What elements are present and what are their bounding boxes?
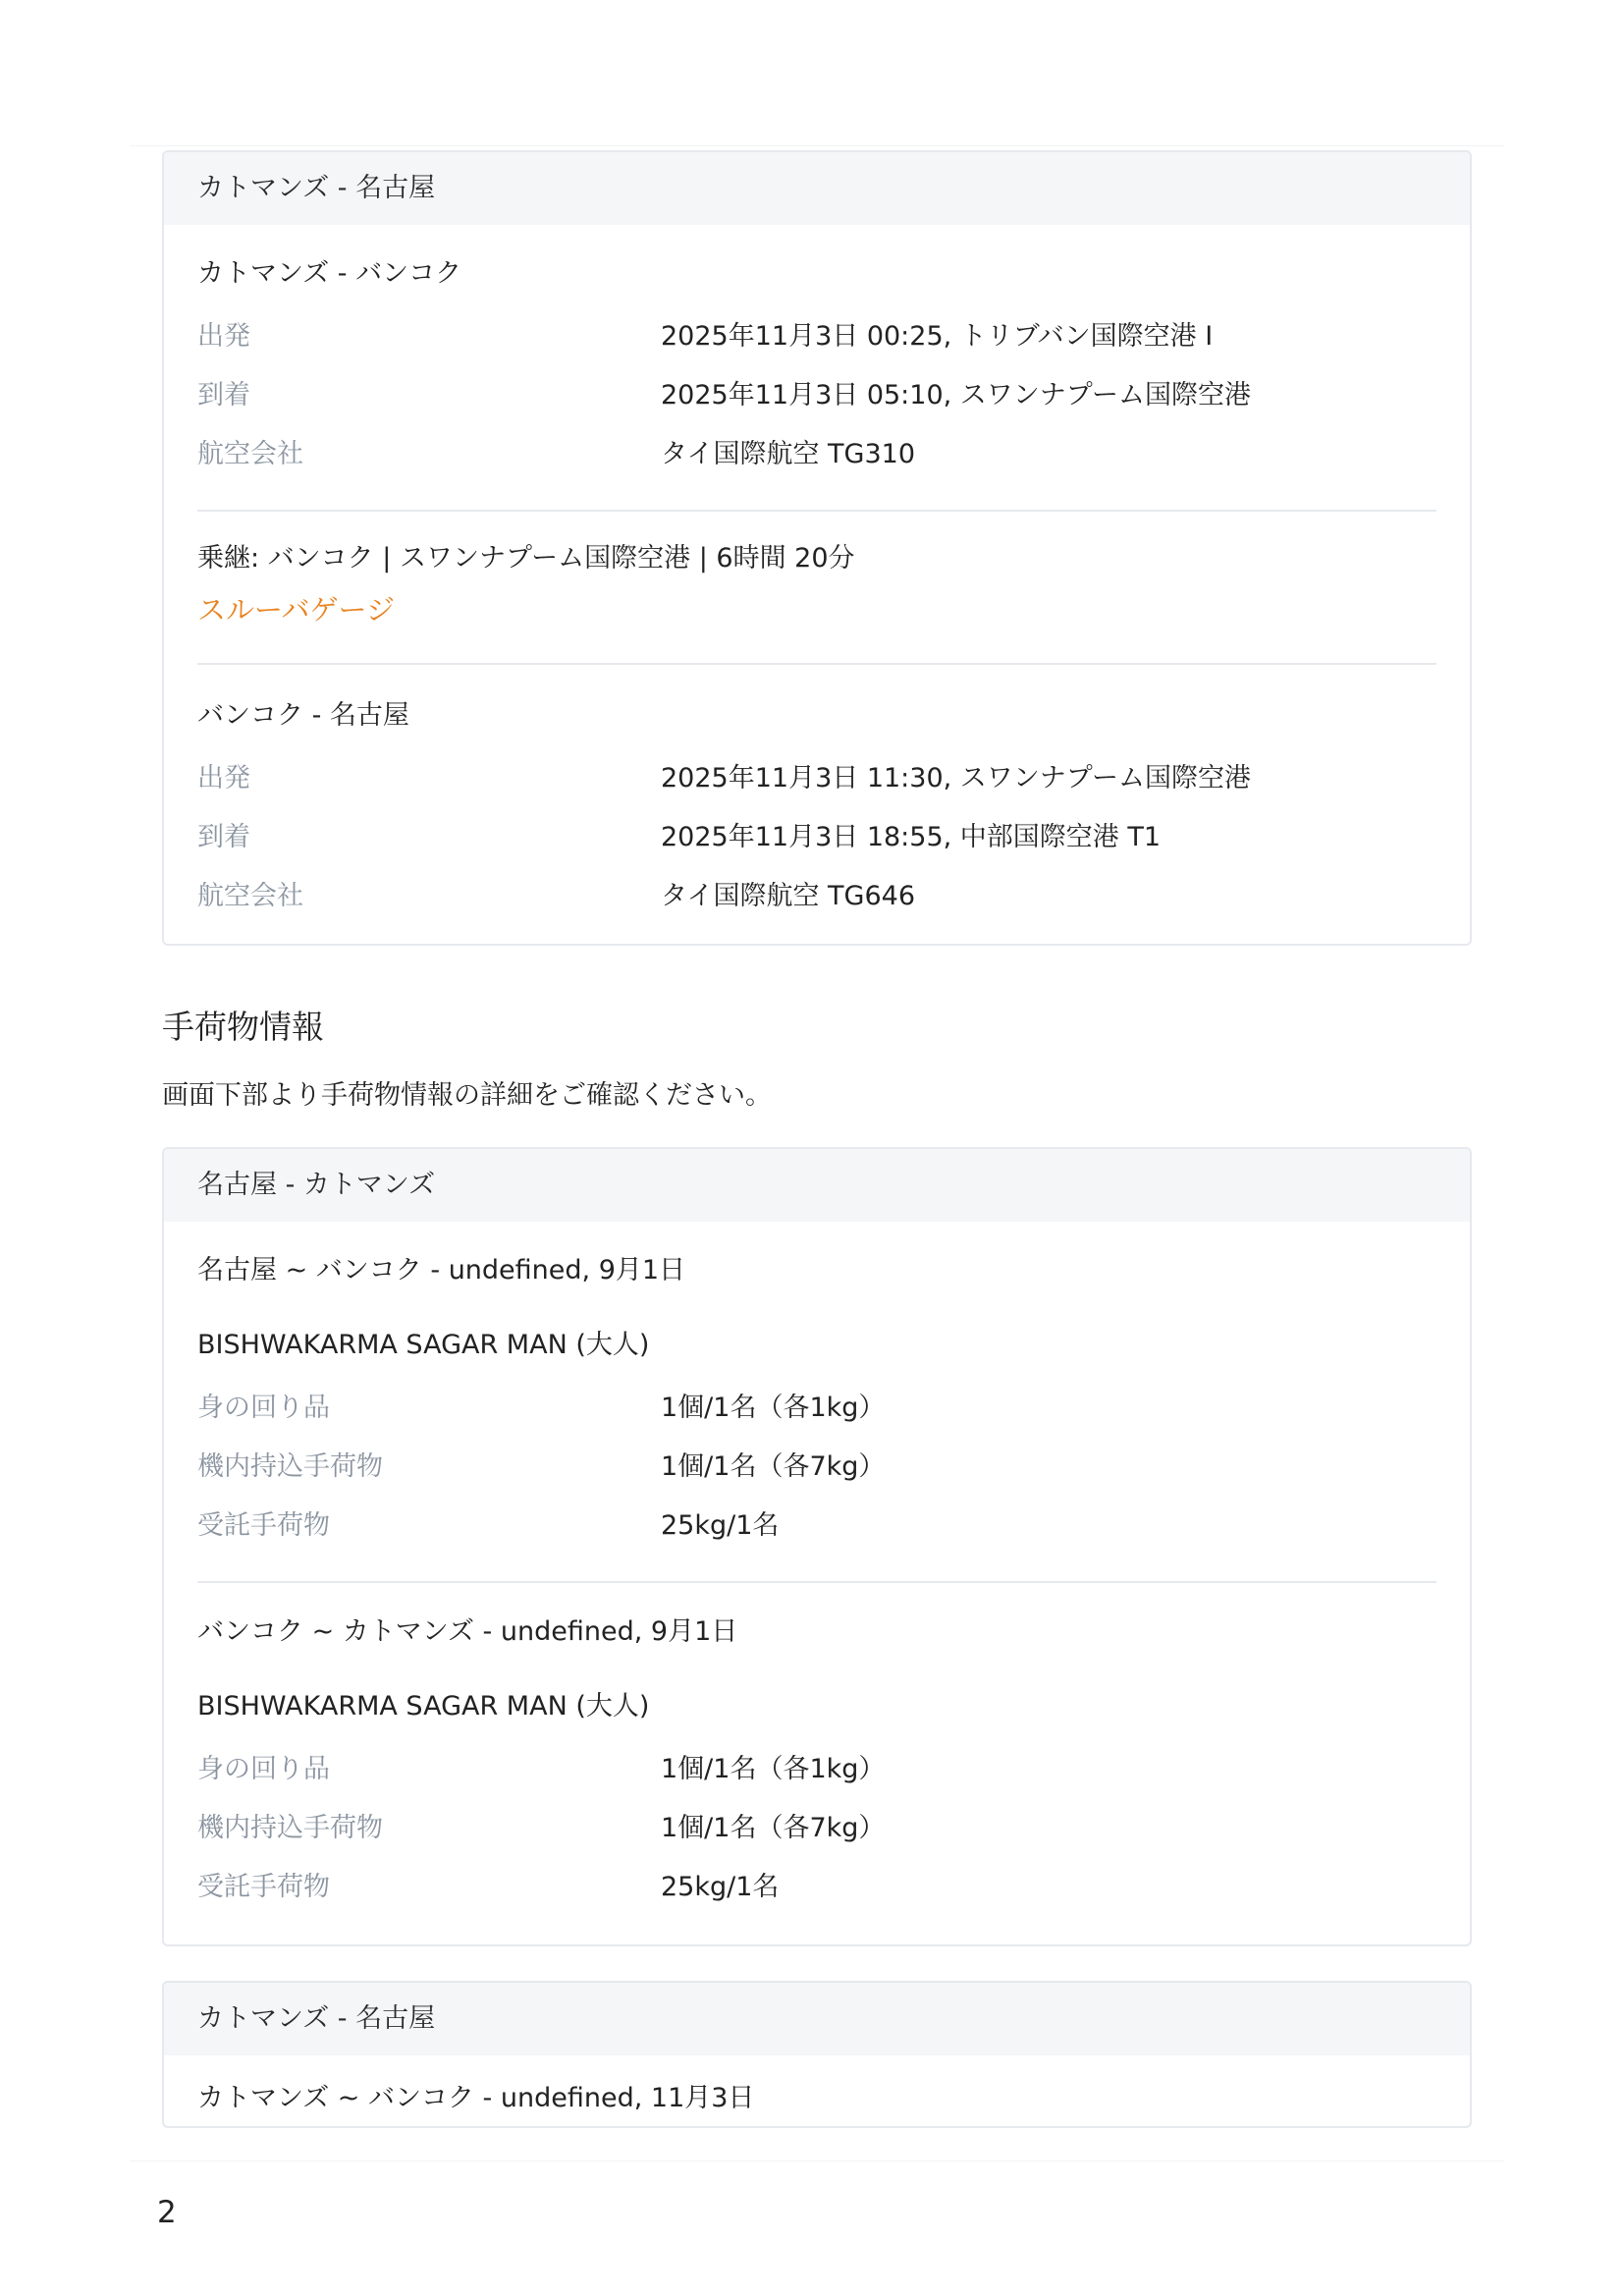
departure-label: 出発 — [197, 762, 250, 793]
flight-card-header: カトマンズ - 名古屋 — [164, 152, 1470, 225]
personal-item-row — [197, 1736, 1436, 1795]
airline-row — [197, 421, 1436, 480]
page-top-rule — [130, 145, 1504, 146]
checked-baggage-label: 受託手荷物 — [197, 1509, 330, 1541]
checked-baggage-label: 受託手荷物 — [197, 1871, 330, 1902]
departure-value: 2025年11月3日 11:30, スワンナプーム国際空港 — [661, 762, 1251, 793]
checked-baggage-row — [197, 1493, 1436, 1552]
arrival-value: 2025年11月3日 05:10, スワンナプーム国際空港 — [661, 379, 1251, 410]
transfer-info: 乗継: バンコク | スワンナプーム国際空港 | 6時間 20分 — [197, 543, 855, 574]
personal-item-value: 1個/1名（各1kg） — [661, 1392, 886, 1423]
carry-on-label: 機内持込手荷物 — [197, 1812, 383, 1843]
airline-value: タイ国際航空 TG646 — [661, 880, 915, 911]
baggage-segment-title: 名古屋 ~ バンコク - undefined, 9月1日 — [197, 1255, 686, 1285]
airline-row — [197, 863, 1436, 922]
arrival-label: 到着 — [197, 379, 250, 410]
baggage-card — [162, 1147, 1472, 1946]
carry-on-value: 1個/1名（各7kg） — [661, 1450, 886, 1482]
baggage-card — [162, 1981, 1472, 2128]
departure-row — [197, 303, 1436, 362]
carry-on-row — [197, 1795, 1436, 1854]
checked-baggage-row — [197, 1854, 1436, 1913]
checked-baggage-value: 25kg/1名 — [661, 1509, 780, 1541]
page-number: 2 — [157, 2195, 177, 2230]
arrival-value: 2025年11月3日 18:55, 中部国際空港 T1 — [661, 821, 1162, 852]
page-bottom-rule — [130, 2160, 1504, 2161]
carry-on-row — [197, 1434, 1436, 1493]
personal-item-label: 身の回り品 — [197, 1392, 330, 1423]
checked-baggage-value: 25kg/1名 — [661, 1871, 780, 1902]
baggage-segment-title: カトマンズ ~ バンコク - undefined, 11月3日 — [197, 2083, 755, 2113]
baggage-card-header: 名古屋 - カトマンズ — [164, 1149, 1470, 1222]
baggage-segment-title: バンコク ~ カトマンズ - undefined, 9月1日 — [197, 1616, 738, 1647]
airline-label: 航空会社 — [197, 880, 303, 911]
personal-item-value: 1個/1名（各1kg） — [661, 1753, 886, 1784]
departure-row — [197, 745, 1436, 804]
segment-title: カトマンズ - バンコク — [197, 258, 462, 289]
carry-on-label: 機内持込手荷物 — [197, 1450, 383, 1482]
baggage-card-body — [164, 1222, 1470, 1913]
carry-on-value: 1個/1名（各7kg） — [661, 1812, 886, 1843]
arrival-row — [197, 362, 1436, 421]
flight-card-body — [164, 225, 1470, 922]
airline-label: 航空会社 — [197, 438, 303, 469]
through-baggage-label: スルーバゲージ — [197, 593, 395, 627]
passenger-name: BISHWAKARMA SAGAR MAN (大人) — [197, 1691, 650, 1722]
arrival-row — [197, 804, 1436, 863]
baggage-card-header: カトマンズ - 名古屋 — [164, 1983, 1470, 2055]
flight-card — [162, 150, 1472, 946]
passenger-name: BISHWAKARMA SAGAR MAN (大人) — [197, 1330, 650, 1360]
baggage-section-title: 手荷物情報 — [162, 1008, 324, 1046]
airline-value: タイ国際航空 TG310 — [661, 438, 915, 469]
departure-label: 出発 — [197, 320, 250, 352]
personal-item-row — [197, 1375, 1436, 1434]
departure-value: 2025年11月3日 00:25, トリブバン国際空港 I — [661, 320, 1214, 352]
segment-title: バンコク - 名古屋 — [197, 700, 409, 731]
baggage-card-body — [164, 2055, 1470, 2122]
arrival-label: 到着 — [197, 821, 250, 852]
baggage-section-description: 画面下部より手荷物情報の詳細をご確認ください。 — [162, 1080, 772, 1111]
personal-item-label: 身の回り品 — [197, 1753, 330, 1784]
